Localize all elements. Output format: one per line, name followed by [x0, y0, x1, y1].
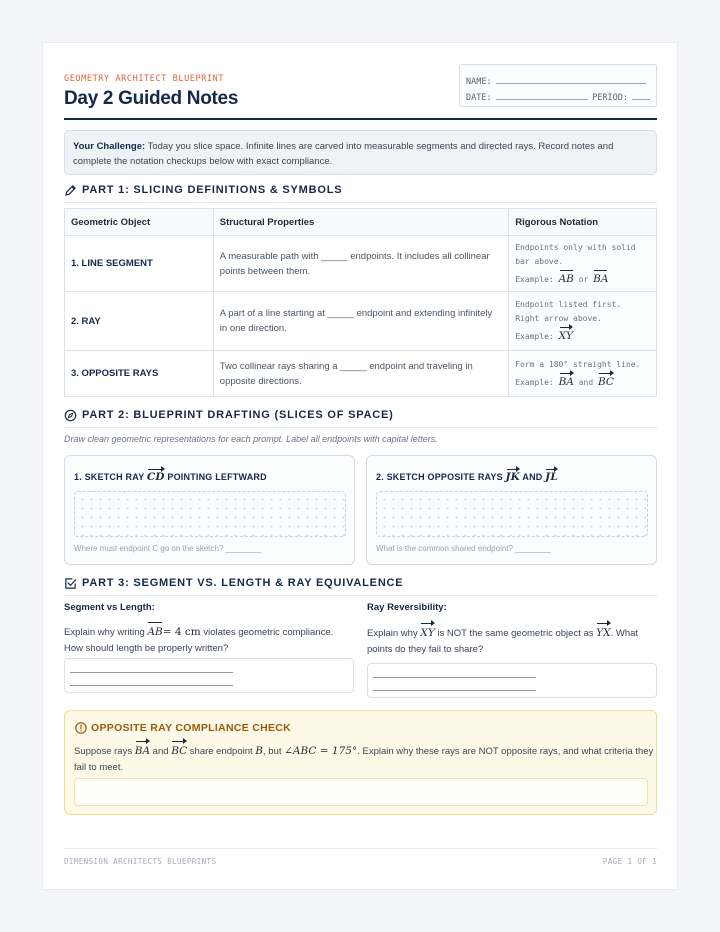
- compliance-answer-box[interactable]: [74, 778, 648, 806]
- challenge-text: Today you slice space. Infinite lines are carved into measurable segments and directed rays. Record notes and complete the notation checkups below with exact compliance.: [73, 141, 614, 167]
- notation-text: Right arrow above.: [515, 314, 602, 323]
- object-cell: 1. LINE SEGMENT: [65, 236, 214, 292]
- properties-cell: A measurable path with _____ endpoints. It includes all collinear points between them.: [213, 236, 508, 292]
- name-blank[interactable]: [496, 83, 646, 84]
- notation-cell: [509, 292, 657, 351]
- length-expression: = 4 cm: [162, 626, 201, 638]
- point-symbol: B: [255, 745, 263, 757]
- properties-cell: A part of a line starting at _____ endpoint and extending infinitely in one direction.: [213, 292, 508, 351]
- part2-header: [64, 409, 657, 428]
- column-header: Rigorous Notation: [509, 209, 657, 236]
- joiner-text: or: [578, 274, 589, 284]
- sketch-grid[interactable]: [74, 491, 346, 537]
- segment-symbol: BA: [593, 269, 608, 286]
- sketch-question: Where must endpoint C go on the sketch? ________: [74, 544, 262, 553]
- table-row: [65, 351, 657, 397]
- block-prompt: Explain why XY is NOT the same geometric object as YX. What points do they fail to share?: [367, 622, 657, 658]
- block-label: Segment vs Length:: [64, 602, 155, 613]
- block-prompt: Explain why writing AB= 4 cm violates geometric compliance. How should length be properly written?: [64, 621, 354, 657]
- part2-title: PART 2: BLUEPRINT DRAFTING (SLICES OF SPACE): [82, 409, 394, 421]
- notation-text: Form a 180° straight line.: [515, 359, 641, 369]
- example-label: Example:: [515, 332, 554, 341]
- ray-symbol: BC: [598, 372, 614, 389]
- notation-text: Endpoint listed first.: [515, 300, 622, 309]
- header-rule: [64, 118, 657, 120]
- part2-instruction: Draw clean geometric representations for each prompt. Label all endpoints with capital letters.: [64, 434, 438, 444]
- table-row: [65, 236, 657, 292]
- sketch-card-2: [366, 455, 657, 565]
- answer-box-right[interactable]: [367, 663, 657, 698]
- notation-text: bar above.: [515, 256, 564, 266]
- period-label: PERIOD:: [592, 93, 628, 103]
- student-info-box: [459, 64, 657, 107]
- pencil-icon: [64, 184, 77, 197]
- footer-rule: [64, 848, 657, 849]
- ray-symbol: JL: [545, 468, 558, 483]
- footer-page-number: PAGE 1 OF 1: [602, 857, 657, 866]
- ray-reversibility-block: [367, 602, 657, 658]
- ray-symbol: XY: [420, 622, 434, 641]
- page-title: Day 2 Guided Notes: [64, 88, 239, 109]
- ray-symbol: BA: [559, 372, 574, 389]
- ray-symbol: JK: [506, 468, 521, 483]
- notation-text: Endpoints only with solid: [515, 242, 636, 252]
- sketch-card-1: [64, 455, 355, 565]
- column-header: Geometric Object: [65, 209, 214, 236]
- sketch-question: What is the common shared endpoint? ________: [376, 544, 551, 553]
- notation-cell: [509, 236, 657, 292]
- block-label: Ray Reversibility:: [367, 602, 447, 613]
- properties-cell: Two collinear rays sharing a _____ endpoint and traveling in opposite directions.: [213, 351, 508, 397]
- compliance-check-box: [64, 710, 657, 815]
- object-cell: 2. RAY: [65, 292, 214, 351]
- ray-symbol: XY: [559, 326, 573, 343]
- challenge-label: Your Challenge:: [73, 141, 146, 152]
- column-header: Structural Properties: [213, 209, 508, 236]
- ray-symbol: YX: [596, 622, 610, 641]
- angle-expression: ∠ABC = 175°: [284, 745, 358, 757]
- checkbox-icon: [64, 577, 77, 590]
- part1-header: [64, 184, 657, 203]
- date-label: DATE:: [466, 93, 492, 103]
- table-header-row: [65, 209, 657, 236]
- compliance-check-title: OPPOSITE RAY COMPLIANCE CHECK: [91, 722, 292, 734]
- sketch-grid[interactable]: [376, 491, 648, 537]
- answer-box-left[interactable]: [64, 658, 354, 693]
- segment-symbol: AB: [147, 621, 162, 640]
- eyebrow-label: GEOMETRY ARCHITECT BLUEPRINT: [64, 74, 225, 84]
- segment-symbol: AB: [559, 269, 574, 286]
- sketch-card-title: 1. SKETCH RAY CD POINTING LEFTWARD: [74, 468, 267, 483]
- definitions-table: [64, 208, 657, 397]
- part3-title: PART 3: SEGMENT VS. LENGTH & RAY EQUIVALENCE: [82, 577, 404, 589]
- compass-icon: [64, 409, 77, 422]
- object-cell: 3. OPPOSITE RAYS: [65, 351, 214, 397]
- joiner-text: and: [578, 377, 594, 387]
- ray-symbol: BC: [171, 740, 187, 759]
- example-label: Example:: [515, 274, 554, 284]
- period-blank[interactable]: [632, 99, 650, 100]
- worksheet-page: [42, 42, 678, 890]
- ray-symbol: CD: [147, 468, 165, 483]
- challenge-callout: [64, 130, 657, 175]
- segment-vs-length-block: [64, 602, 354, 657]
- footer-left: DIMENSION ARCHITECTS BLUEPRINTS: [64, 857, 217, 866]
- name-label: NAME:: [466, 77, 492, 87]
- ray-symbol: BA: [135, 740, 150, 759]
- notation-cell: [509, 351, 657, 397]
- compliance-check-prompt: Suppose rays BA and BC share endpoint B, but ∠ABC = 175°. Explain why these rays are NOT opposite rays, and what criteria they fail to meet.: [74, 740, 654, 776]
- date-blank[interactable]: [496, 99, 589, 100]
- example-label: Example:: [515, 377, 554, 387]
- alert-circle-icon: [75, 722, 87, 734]
- table-row: [65, 292, 657, 351]
- sketch-card-title: 2. SKETCH OPPOSITE RAYS JK AND JL: [376, 468, 558, 483]
- part3-header: [64, 577, 657, 596]
- part1-title: PART 1: SLICING DEFINITIONS & SYMBOLS: [82, 184, 343, 196]
